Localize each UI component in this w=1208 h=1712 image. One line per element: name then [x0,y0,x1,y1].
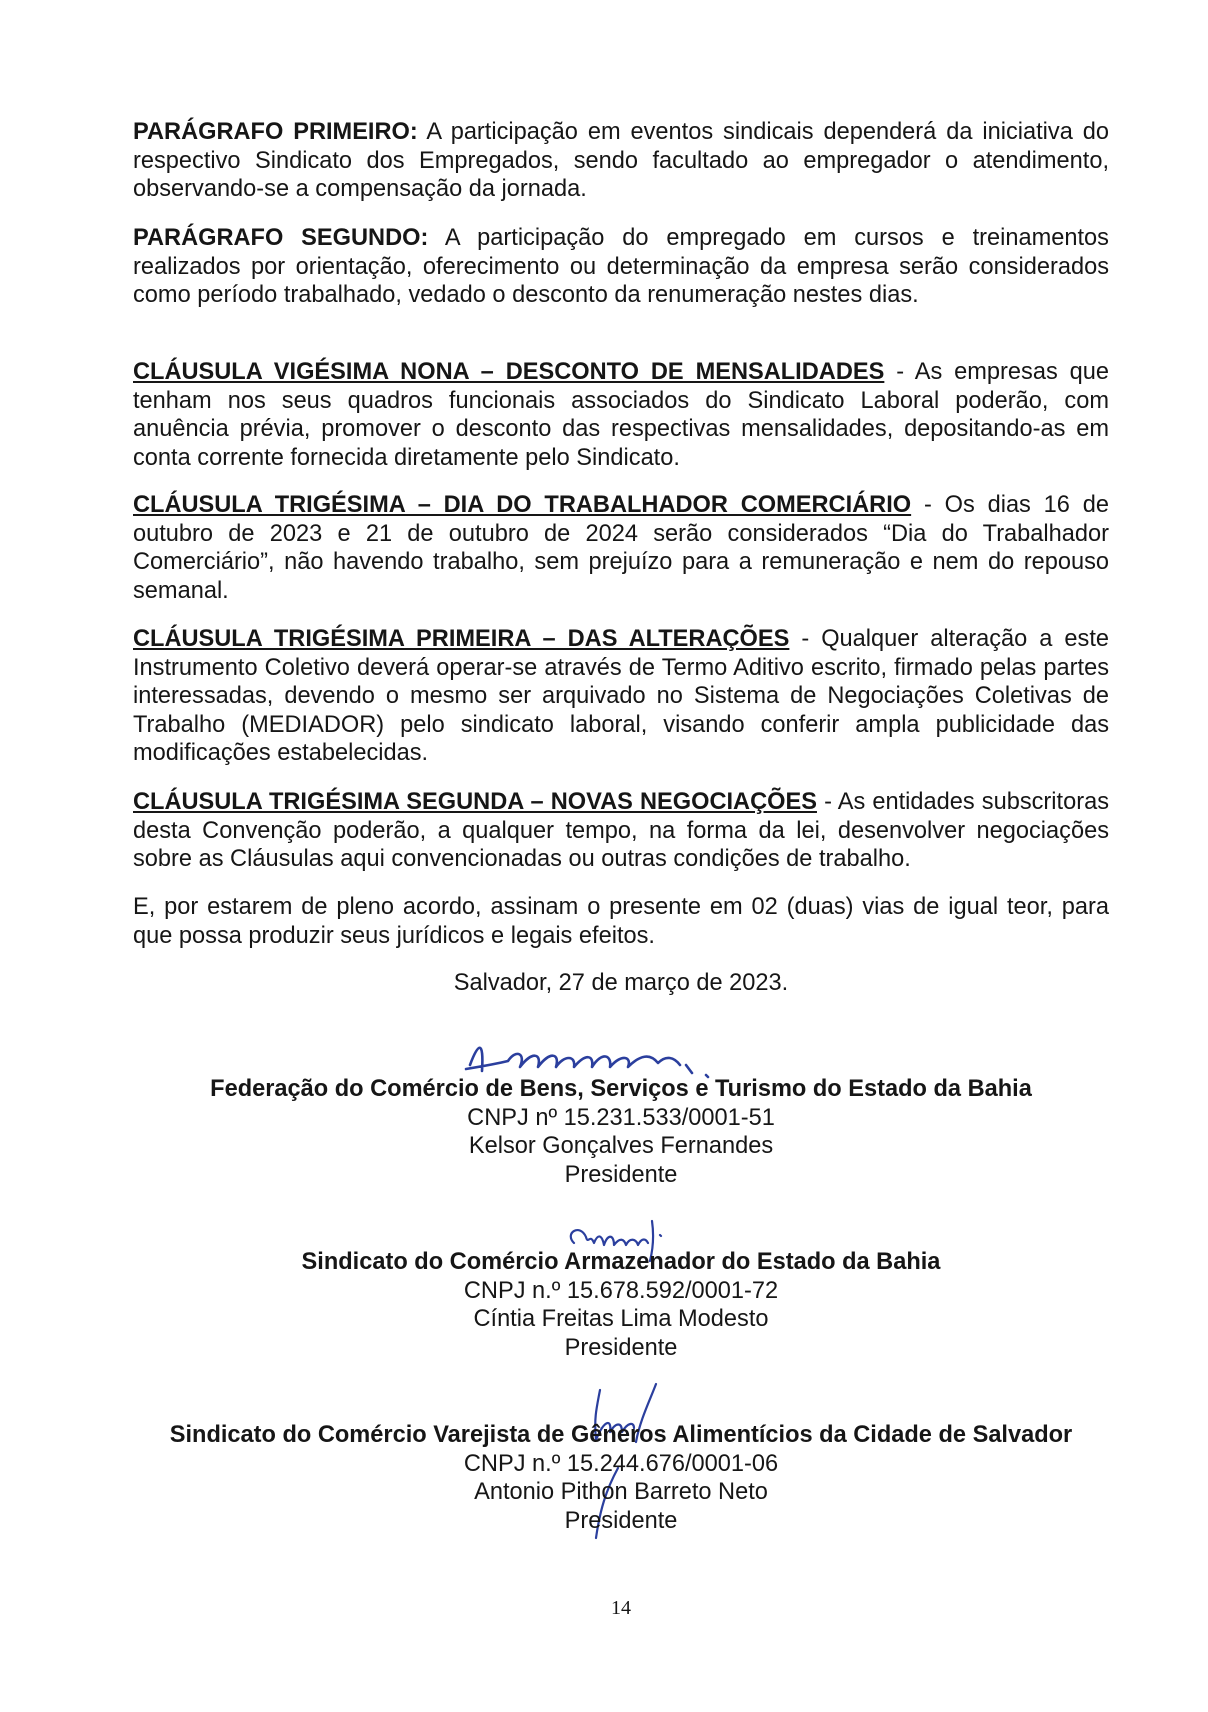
date-line: Salvador, 27 de março de 2023. [453,970,789,996]
signatory-cnpj: CNPJ n.º 15.244.676/0001-06 [463,1450,779,1477]
signatory-cnpj: CNPJ nº 15.231.533/0001-51 [467,1104,775,1131]
paragraph-heading: PARÁGRAFO PRIMEIRO: [133,119,418,145]
clause-text: - Os dias 16 de outubro de 2023 e 21 de outubro de 2024 serão considerados “Dia do Trabalhador Comerciário”, não havendo trabalho, sem prejuízo para a remuneração e nem do repouso semanal. [133,492,1109,604]
closing-paragraph: E, por estarem de pleno acordo, assinam o presente em 02 (duas) vias de igual teor, para que possa produzir seus jurídicos e legais efeitos. [133,894,1109,949]
clause-29 [133,358,1109,472]
clause-30 [133,491,1109,605]
page-number: 14 [611,1597,631,1619]
signatory-cnpj: CNPJ n.º 15.678.592/0001-72 [463,1277,779,1304]
signatory-role: Presidente [564,1161,678,1188]
paragraph-segundo [133,224,1109,310]
clause-31 [133,625,1109,768]
signatory-org: Sindicato do Comércio Armazenador do Estado da Bahia [301,1249,941,1275]
signatory-name: Antonio Pithon Barreto Neto [474,1479,768,1506]
paragraph-text: A participação em eventos sindicais dependerá da iniciativa do respectivo Sindicato dos Empregados, sendo facultado ao empregador o atendimento, observando-se a compensação da jornada. [133,119,1109,203]
signatory-role: Presidente [564,1507,678,1534]
clause-text: - As entidades subscritoras desta Convenção poderão, a qualquer tempo, na forma da lei, desenvolver negociações sobre as Cláusulas aqui convencionadas ou outras condições de trabalho. [133,789,1109,873]
clause-text: - Qualquer alteração a este Instrumento Coletivo deverá operar-se através de Termo Aditivo escrito, firmado pelas partes interessadas, devendo o mesmo ser arquivado no Sistema de Negociações Coletivas de Trabalho (MEDIADOR) pelo sindicato laboral, visando conferir ampla publicidade das modificações estabelecidas. [133,626,1109,767]
clause-heading: CLÁUSULA TRIGÉSIMA PRIMEIRA – DAS ALTERAÇÕES [133,626,790,652]
paragraph-text: A participação do empregado em cursos e treinamentos realizados por orientação, oferecimento ou determinação da empresa serão considerados como período trabalhado, vedado o desconto da renumeração nestes dias. [133,225,1109,309]
signatory-block-1 [0,1075,1208,1189]
clause-heading: CLÁUSULA VIGÉSIMA NONA – DESCONTO DE MENSALIDADES [133,359,885,385]
paragraph-heading: PARÁGRAFO SEGUNDO: [133,225,429,251]
clause-text: - As empresas que tenham nos seus quadros funcionais associados do Sindicato Laboral poderão, com anuência prévia, promover o desconto das respectivas mensalidades, depositando-as em conta corrente fornecida diretamente pelo Sindicato. [133,359,1110,471]
clause-heading: CLÁUSULA TRIGÉSIMA – DIA DO TRABALHADOR COMERCIÁRIO [133,492,912,518]
signatory-org: Sindicato do Comércio Varejista de Gêneros Alimentícios da Cidade de Salvador [169,1422,1073,1448]
signatory-block-2 [0,1248,1208,1362]
clause-32 [133,788,1109,874]
signatory-block-3 [0,1421,1208,1535]
signatory-org: Federação do Comércio de Bens, Serviços e Turismo do Estado da Bahia [210,1076,1032,1102]
signatory-name: Cíntia Freitas Lima Modesto [473,1306,769,1333]
signatory-role: Presidente [564,1334,678,1361]
paragraph-primeiro [133,118,1109,204]
signatory-name: Kelsor Gonçalves Fernandes [468,1133,774,1160]
clause-heading: CLÁUSULA TRIGÉSIMA SEGUNDA – NOVAS NEGOCIAÇÕES [133,789,817,815]
